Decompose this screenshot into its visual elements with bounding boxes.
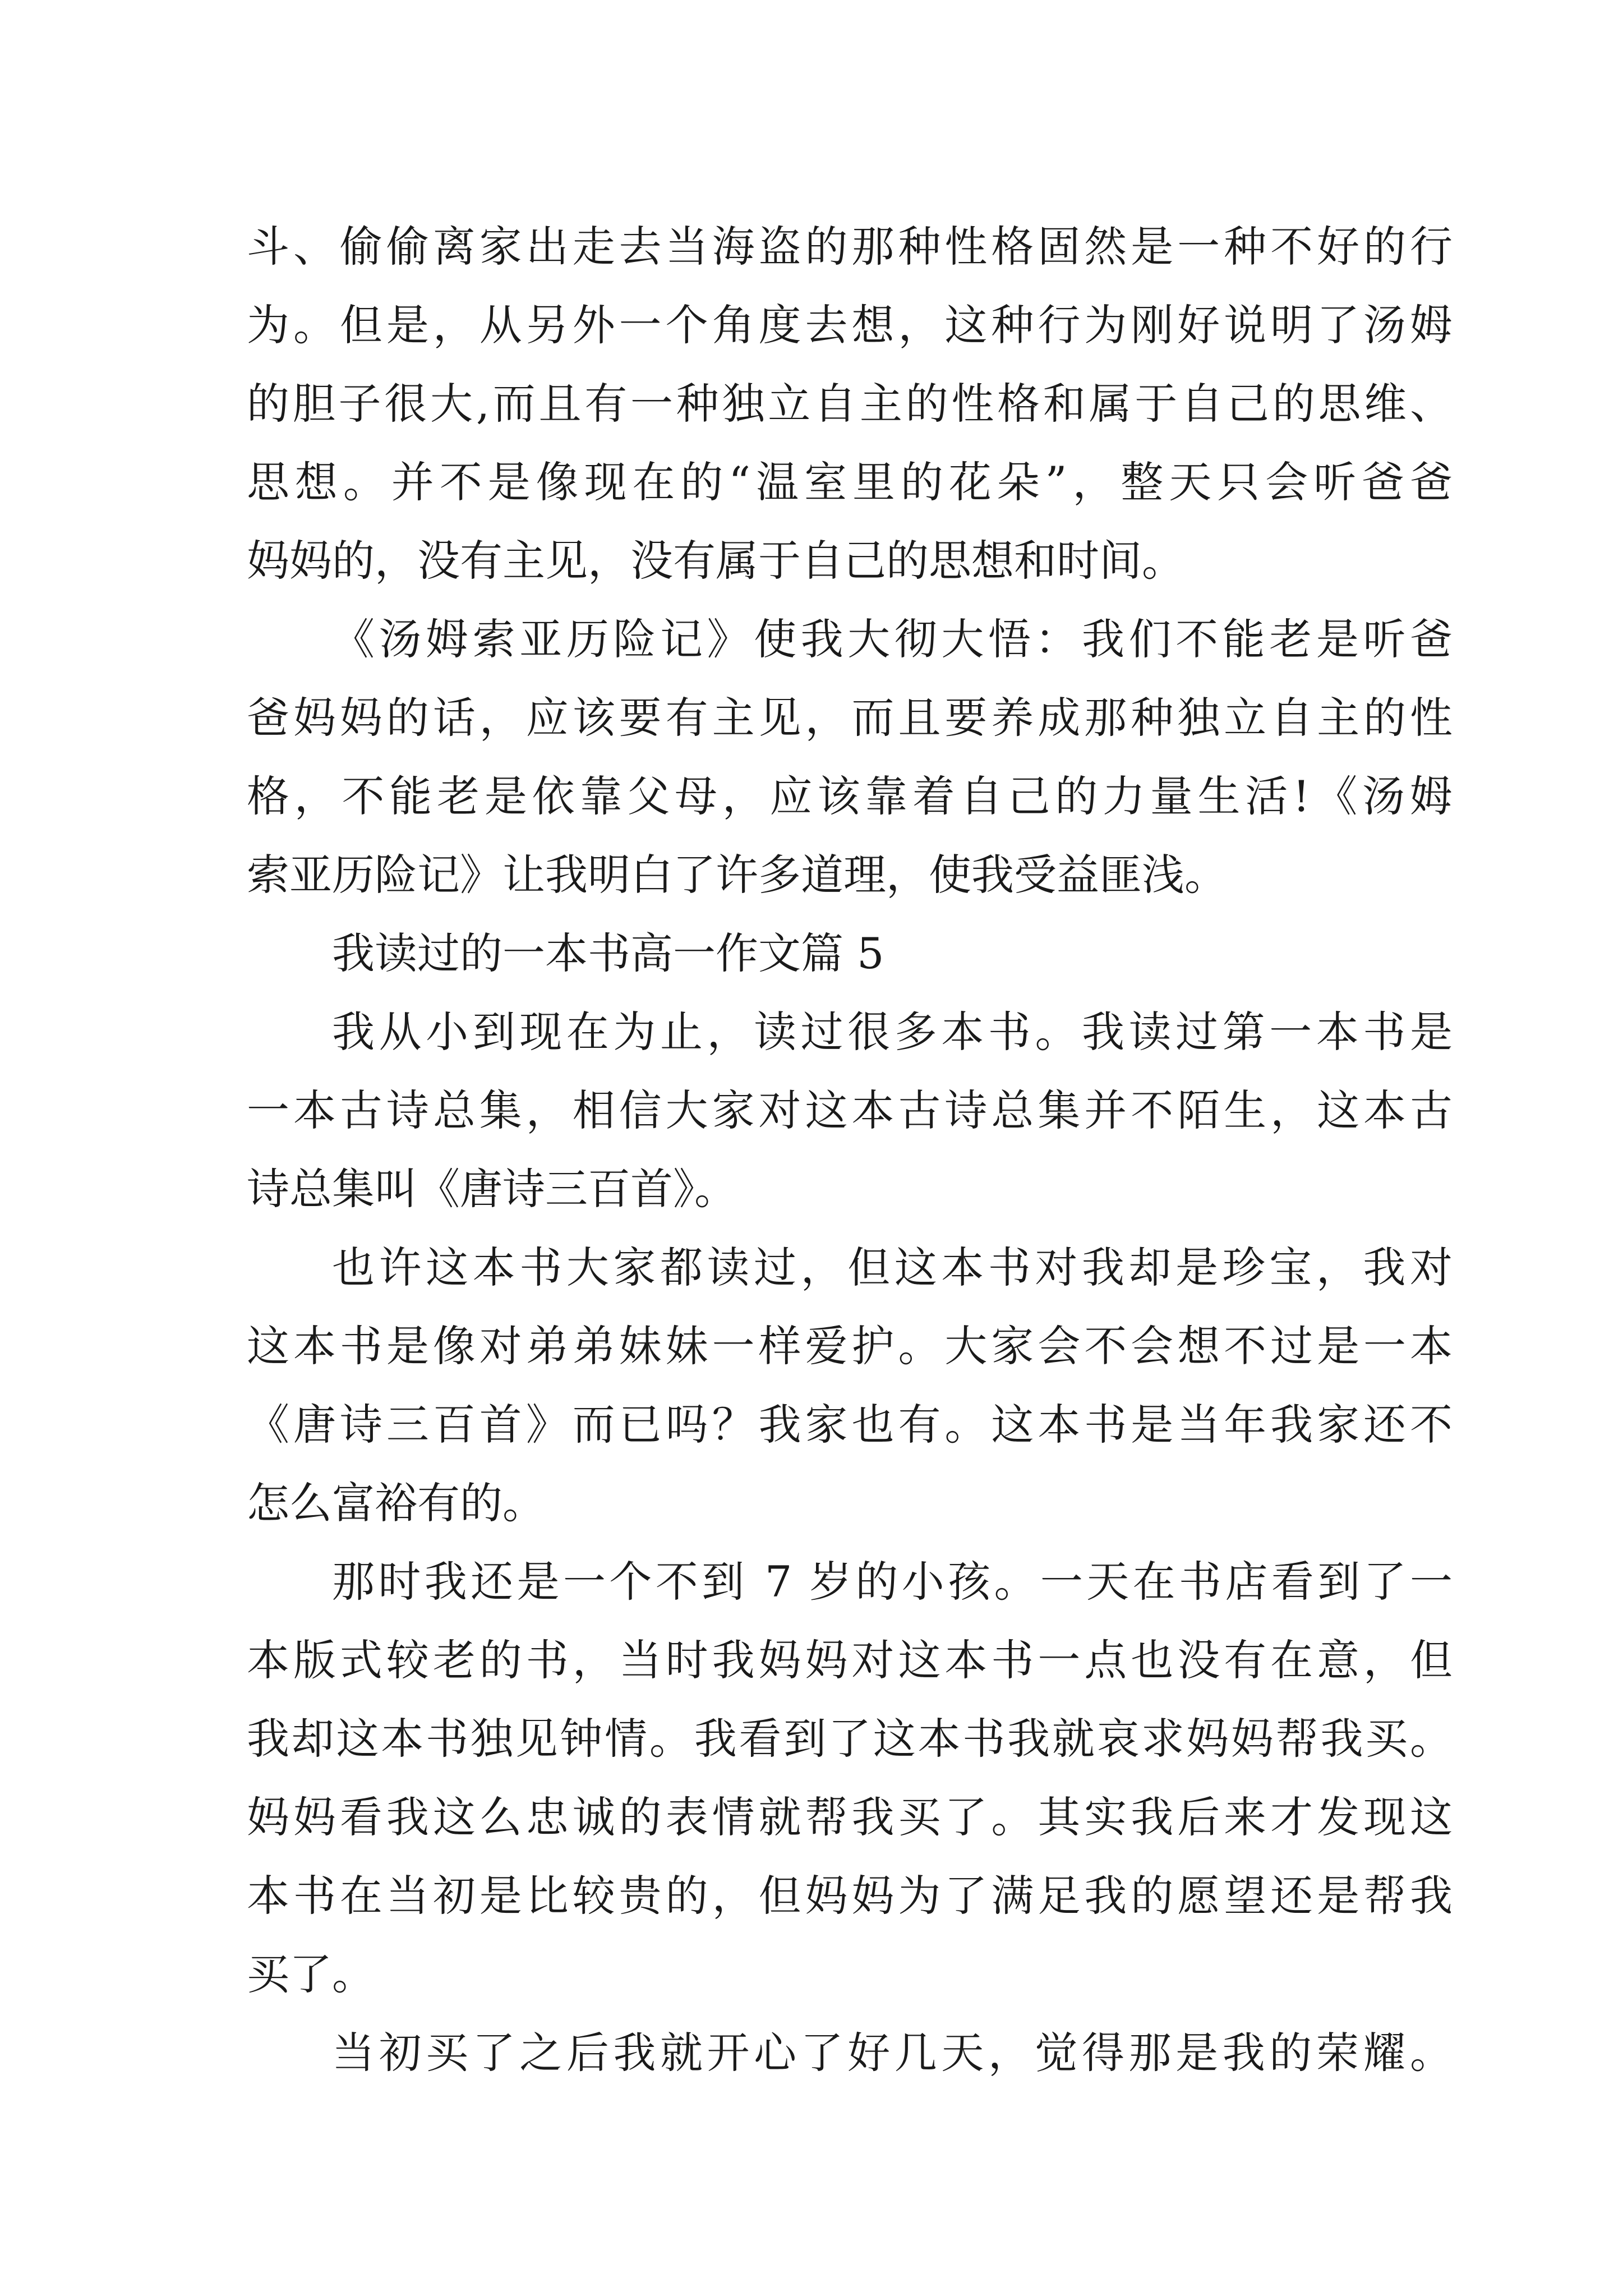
text-line: 我读过的一本书高一作文篇 5 [332, 928, 884, 978]
text-line: 为。但是，从另外一个角度去想，这种行为刚好说明了汤姆 [247, 300, 1453, 350]
text-line: 爸妈妈的话，应该要有主见，而且要养成那种独立自主的性 [247, 693, 1453, 743]
text-line: 《唐诗三百首》而已吗？我家也有。这本书是当年我家还不 [247, 1400, 1453, 1450]
text-line: 这本书是像对弟弟妹妹一样爱护。大家会不会想不过是一本 [247, 1321, 1453, 1371]
text-line: 诗总集叫《唐诗三百首》。 [247, 1164, 737, 1214]
text-line: 的胆子很大,而且有一种独立自主的性格和属于自己的思维、 [247, 379, 1453, 429]
text-line: 也许这本书大家都读过，但这本书对我却是珍宝，我对 [332, 1243, 1453, 1292]
text-line: 本书在当初是比较贵的，但妈妈为了满足我的愿望还是帮我 [247, 1871, 1453, 1921]
text-line: 格，不能老是依靠父母，应该靠着自己的力量生活!《汤姆 [247, 771, 1453, 821]
text-line: 妈妈的，没有主见，没有属于自己的思想和时间。 [247, 536, 1184, 586]
text-line: 那时我还是一个不到 7 岁的小孩。一天在书店看到了一 [332, 1557, 1453, 1607]
text-line: 当初买了之后我就开心了好几天，觉得那是我的荣耀。 [332, 2028, 1453, 2078]
text-line: 我从小到现在为止，读过很多本书。我读过第一本书是 [332, 1007, 1453, 1057]
text-line: 本版式较老的书，当时我妈妈对这本书一点也没有在意，但 [247, 1635, 1453, 1685]
text-line: 我却这本书独见钟情。我看到了这本书我就哀求妈妈帮我买。 [247, 1714, 1453, 1764]
text-line: 一本古诗总集，相信大家对这本古诗总集并不陌生，这本古 [247, 1085, 1453, 1135]
text-line: 索亚历险记》让我明白了许多道理，使我受益匪浅。 [247, 850, 1227, 900]
text-line: 怎么富裕有的。 [247, 1478, 545, 1528]
text-line: 思想。并不是像现在的“温室里的花朵”，整天只会听爸爸 [247, 457, 1453, 507]
text-line: 《汤姆索亚历险记》使我大彻大悟：我们不能老是听爸 [332, 614, 1453, 664]
text-line: 妈妈看我这么忠诚的表情就帮我买了。其实我后来才发现这 [247, 1792, 1453, 1842]
text-line: 买了。 [247, 1949, 375, 1999]
text-line: 斗、偷偷离家出走去当海盗的那种性格固然是一种不好的行 [247, 222, 1453, 272]
body-text [247, 208, 1453, 2092]
